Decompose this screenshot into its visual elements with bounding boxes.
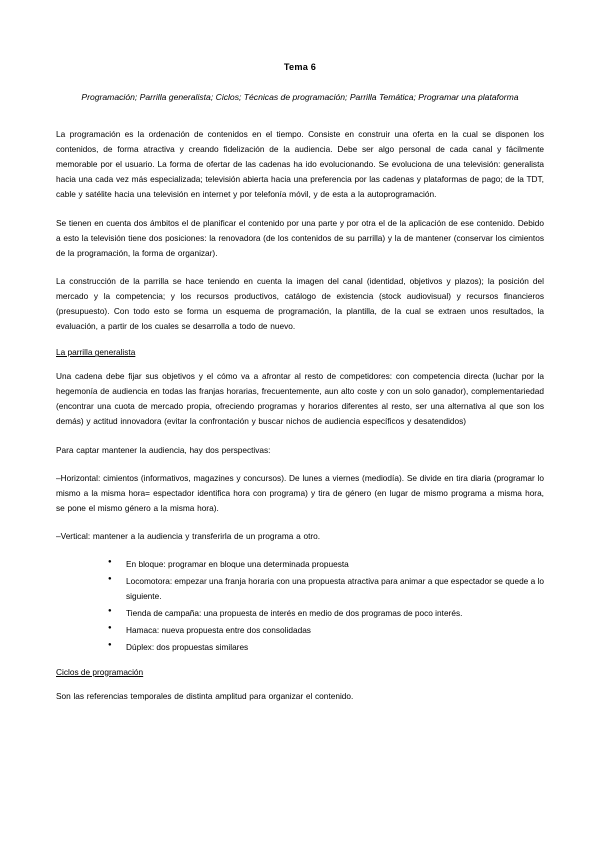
paragraph-ciclos-1: Son las referencias temporales de distinta amplitud para organizar el contenido. <box>56 690 354 701</box>
paragraph-intro-3: La construcción de la parrilla se hace teniendo en cuenta la imagen del canal (identidad, objetivos y plazos); la posición del mercado y la competencia; y los recursos productivos, catálogo de existencia (stock audiovisual) y recursos financieros (presupuesto). Con todo esto se forma un esquema de programación, la plantilla, de la cual se extraen unos resultados, la evaluación, a partir de los cuales se desarrolla a todo de nuevo. <box>56 275 544 332</box>
bullet-list-tecnicas-verticales <box>56 557 544 655</box>
list-item: ● Dúplex: dos propuestas similares <box>114 640 544 655</box>
section-heading-parrilla-generalista: La parrilla generalista <box>56 347 136 358</box>
page-title: Tema 6 <box>283 62 317 72</box>
paragraph-intro-2: Se tienen en cuenta dos ámbitos el de planificar el contenido por una parte y por otra el de la aplicación de ese contenido. Debido a esto la televisión tiene dos posiciones: la renovadora (de los contenidos de su parrilla) y la de mantener (conservar los cimientos de la programación, la forma de organizar). <box>56 217 544 258</box>
list-item: ● Tienda de campaña: una propuesta de interés en medio de dos programas de poco interés. <box>114 606 544 621</box>
paragraph-parrilla-2: Para captar mantener la audiencia, hay dos perspectivas: <box>56 444 271 455</box>
paragraph-parrilla-1: Una cadena debe fijar sus objetivos y el cómo va a afrontar al resto de competidores: con competencia directa (luchar por la hegemonía de audiencia en todas las franjas horarias, frecuentemente, aun alto coste y con un solo ganador), complementariedad (encontrar una cuota de mercado propia, ofreciendo programas y horarios diferentes al resto, ser una alternativa al que son los demás) y actitud innovadora (evitar la confrontación y buscar nichos de audiencia específicos y desatendidos) <box>56 371 544 427</box>
paragraph-intro-1: La programación es la ordenación de contenidos en el tiempo. Consiste en construir una oferta en la cual se disponen los contenidos, de forma atractiva y creando fidelización de la audiencia. Debe ser algo personal de cada canal y fácilmente memorable por el usuario. La forma de ofertar de las cadenas ha ido evolucionando. Se evoluciona de una televisión: generalista hacia una cada vez más especializada; televisión abierta hacia una preferencia por las cadenas y plataformas de pago; de la TDT, cable y satélite hacia una televisión en internet y por telefonía móvil, y de esta a la autoprogramación. <box>56 129 544 200</box>
list-item: ● Locomotora: empezar una franja horaria con una propuesta atractiva para animar a que espectador se quede a lo siguiente. <box>114 574 544 604</box>
list-item: ● Hamaca: nueva propuesta entre dos consolidadas <box>114 623 544 638</box>
list-item: ● En bloque: programar en bloque una determinada propuesta <box>114 557 544 572</box>
paragraph-parrilla-horizontal: –Horizontal: cimientos (informativos, magazines y concursos). De lunes a viernes (mediodía). Se divide en tira diaria (programar lo mismo a la misma hora= espectador identifica hora con programa) y tira de género (en lugar de mismo programa a misma hora, se pone el mismo género a la misma hora). <box>56 472 544 513</box>
section-heading-ciclos-programacion: Ciclos de programación <box>56 666 144 677</box>
paragraph-parrilla-vertical: –Vertical: mantener a la audiencia y transferirla de un programa a otro. <box>56 530 321 541</box>
document-subtitle: Programación; Parrilla generalista; Ciclos; Técnicas de programación; Parrilla Temática; Programar una plataforma <box>81 92 519 102</box>
